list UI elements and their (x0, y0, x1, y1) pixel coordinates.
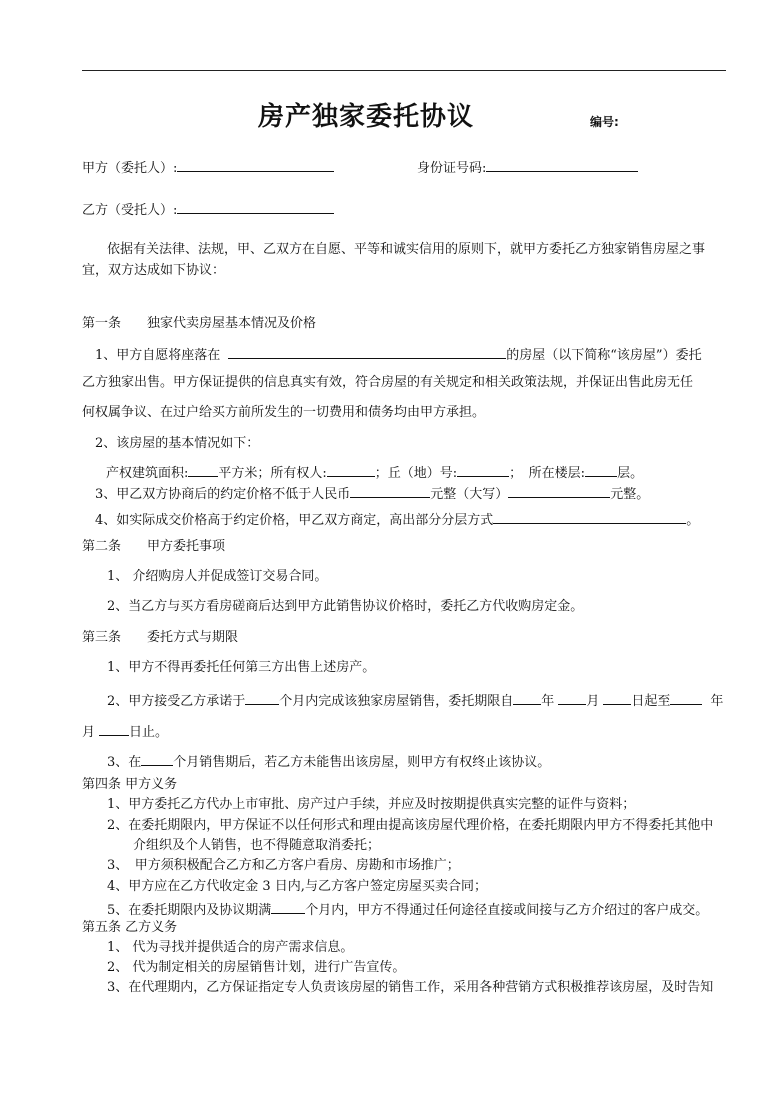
art3-clause-2-line-1 (107, 690, 723, 710)
art4-clause-2-line-2: 介组织及个人销售，也不得随意取消委托； (133, 838, 381, 853)
term-period-label: 个月内完成该独家房屋销售，委托期限自 (279, 694, 514, 709)
art4-clause-5 (107, 899, 708, 919)
art3-clause-2-line-2 (82, 721, 168, 741)
id-number-label: 身份证号码: (417, 161, 487, 176)
month-label-2: 月 (82, 725, 96, 740)
year-label: 年 (541, 694, 555, 709)
price-label: 3、甲乙双方协商后的约定价格不低于人民币 (95, 487, 351, 502)
surplus-end: 。 (686, 513, 700, 528)
party-b-blank[interactable] (177, 199, 334, 214)
price-words-label: 元整（大写） (430, 487, 509, 502)
area-blank[interactable] (188, 462, 218, 477)
art4-clause-3: 3、 甲方须积极配合乙方和乙方客户看房、房勘和市场推广； (107, 858, 460, 873)
restriction-label: 5、在委托期限内及协议期满 (107, 903, 272, 918)
art1-clause-2: 2、该房屋的基本情况如下： (95, 436, 260, 451)
restriction-months-blank[interactable] (271, 899, 305, 914)
owner-label: 平方米；所有权人: (218, 466, 327, 481)
art1-c1-end: 的房屋（以下简称“该房屋”）委托 (506, 348, 702, 363)
document-title: 房产独家委托协议 (258, 102, 475, 132)
party-a-label: 甲方（委托人）: (82, 161, 178, 176)
lot-blank[interactable] (457, 462, 509, 477)
surplus-label: 4、如实际成交价格高于约定价格，甲乙双方商定，高出部分分层方式 (95, 513, 494, 528)
art4-clause-4: 4、甲方应在乙方代收定金 3 日内,与乙方客户签定房屋买卖合同； (107, 879, 487, 894)
id-number-blank[interactable] (486, 157, 638, 172)
sale-period-text: 个月销售期后，若乙方未能售出该房屋，则甲方有权终止该协议。 (173, 755, 551, 770)
party-b-line (82, 199, 334, 219)
art1-property-details (106, 462, 643, 482)
location-blank[interactable] (228, 344, 506, 359)
art1-clause-1-line-1 (95, 344, 702, 364)
price-unit: 元整。 (610, 487, 650, 502)
art5-clause-1: 1、 代为寻找并提供适合的房产需求信息。 (107, 940, 354, 955)
sale-period-label: 3、在 (107, 755, 142, 770)
end-year-blank[interactable] (670, 690, 702, 705)
art1-clause-4 (95, 509, 699, 529)
party-a-line (82, 157, 334, 177)
article-3-heading: 第三条 委托方式与期限 (82, 630, 239, 645)
price-words-blank[interactable] (508, 483, 610, 498)
floor-unit: 层。 (617, 466, 644, 481)
start-year-blank[interactable] (513, 690, 541, 705)
start-month-blank[interactable] (558, 690, 586, 705)
term-label: 2、甲方接受乙方承诺于 (107, 694, 246, 709)
art5-clause-2: 2、 代为制定相关的房屋销售计划，进行广告宣传。 (107, 960, 406, 975)
id-number-line (417, 157, 638, 177)
article-2-heading: 第二条 甲方委托事项 (82, 539, 226, 554)
term-months-blank[interactable] (245, 690, 279, 705)
article-5-heading: 第五条 乙方义务 (82, 920, 178, 935)
intro-line-2: 宜，双方达成如下协议： (82, 263, 226, 278)
art1-clause-1-line-3: 何权属争议、在过户给买方前所发生的一切费用和债务均由甲方承担。 (82, 405, 486, 420)
start-day-blank[interactable] (603, 690, 631, 705)
year-label-2: 年 (710, 694, 724, 709)
lot-label: ；丘（地）号: (374, 466, 458, 481)
article-1-heading: 第一条 独家代卖房屋基本情况及价格 (82, 316, 317, 331)
art5-clause-3: 3、在代理期内，乙方保证指定专人负责该房屋的销售工作，采用各种营销方式积极推荐该房屋，及时告知 (107, 980, 714, 995)
party-b-label: 乙方（受托人）: (82, 203, 178, 218)
art2-clause-1: 1、 介绍购房人并促成签订交易合同。 (107, 569, 328, 584)
end-label: 日止。 (129, 725, 169, 740)
art1-c1-start: 1、甲方自愿将座落在 (95, 348, 221, 363)
floor-label: ； 所在楼层: (509, 466, 586, 481)
party-a-blank[interactable] (177, 157, 334, 172)
intro-line-1: 依据有关法律、法规，甲、乙双方在自愿、平等和诚实信用的原则下，就甲方委托乙方独家销售房屋之事 (107, 242, 706, 257)
art3-clause-1: 1、甲方不得再委托任何第三方出售上述房产。 (107, 660, 376, 675)
sale-period-blank[interactable] (141, 751, 173, 766)
art2-clause-2: 2、当乙方与买方看房磋商后达到甲方此销售协议价格时，委托乙方代收购房定金。 (107, 599, 584, 614)
month-label: 月 (586, 694, 600, 709)
price-number-blank[interactable] (350, 483, 430, 498)
doc-number-label: 编号: (590, 115, 619, 129)
art1-clause-1-line-2: 乙方独家出售。甲方保证提供的信息真实有效，符合房屋的有关规定和相关政策法规，并保证出售此房无任 (82, 375, 694, 390)
end-day-blank[interactable] (99, 721, 129, 736)
restriction-text: 个月内，甲方不得通过任何途径直接或间接与乙方介绍过的客户成交。 (305, 903, 709, 918)
art3-clause-3 (107, 751, 550, 771)
owner-blank[interactable] (327, 462, 375, 477)
area-label: 产权建筑面积: (106, 466, 189, 481)
article-4-heading: 第四条 甲方义务 (82, 777, 178, 792)
art1-clause-3 (95, 483, 649, 503)
art4-clause-2-line-1: 2、在委托期限内，甲方保证不以任何形式和理由提高该房屋代理价格，在委托期限内甲方不得委托其他中 (107, 818, 714, 833)
top-rule (82, 70, 726, 71)
art4-clause-1: 1、甲方委托乙方代办上市审批、房产过户手续，并应及时按期提供真实完整的证件与资料； (107, 797, 636, 812)
surplus-method-blank[interactable] (493, 509, 686, 524)
floor-blank[interactable] (585, 462, 617, 477)
day-to-label: 日起至 (631, 694, 671, 709)
